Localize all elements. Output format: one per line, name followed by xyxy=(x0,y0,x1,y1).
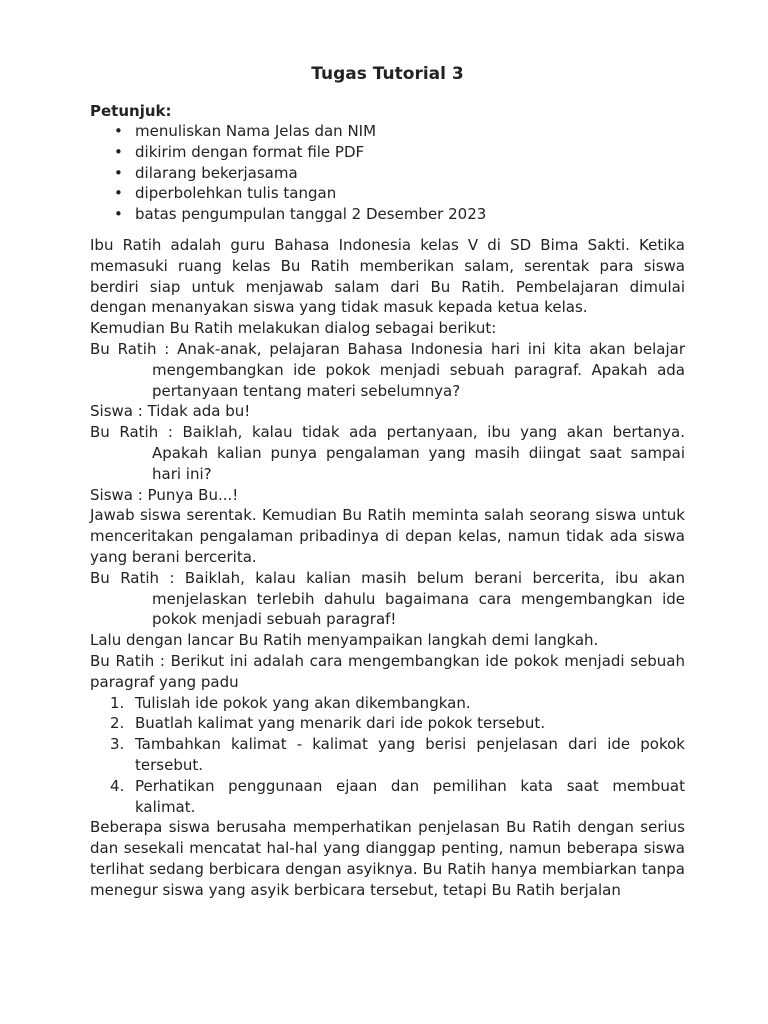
document-page xyxy=(90,62,685,900)
instruction-item: • diperbolehkan tulis tangan xyxy=(90,183,685,204)
story-paragraph: Ibu Ratih adalah guru Bahasa Indonesia kelas V di SD Bima Sakti. Ketika memasuki ruang kelas Bu Ratih memberikan salam, serentak para siswa berdiri siap untuk menjawab salam dari Bu Ratih. Pembelajaran dimulai dengan menanyakan siswa yang tidak masuk kepada ketua kelas. xyxy=(90,235,685,317)
dialog-line: Bu Ratih : Baiklah, kalau kalian masih belum berani bercerita, ibu akan menjelaskan terlebih dahulu bagaimana cara mengembangkan ide pokok menjadi sebuah paragraf! xyxy=(90,568,685,629)
step-text: Buatlah kalimat yang menarik dari ide pokok tersebut. xyxy=(135,714,546,733)
step-item xyxy=(90,693,685,714)
step-text: Tambahkan kalimat - kalimat yang berisi penjelasan dari ide pokok tersebut. xyxy=(135,735,685,774)
dialog-line: Siswa : Tidak ada bu! xyxy=(90,402,251,421)
step-number: 4. xyxy=(110,776,125,795)
step-text: Tulislah ide pokok yang akan dikembangkan. xyxy=(135,693,471,712)
step-number: 3. xyxy=(110,735,125,754)
step-item xyxy=(90,713,685,734)
page-title: Tugas Tutorial 3 xyxy=(311,64,464,84)
instruction-item: • dikirim dengan format file PDF xyxy=(90,142,685,163)
steps-list xyxy=(90,693,685,818)
step-item xyxy=(90,776,685,818)
instructions-list xyxy=(90,121,685,225)
story-paragraph: Bu Ratih : Berikut ini adalah cara mengembangkan ide pokok menjadi sebuah paragraf yang padu xyxy=(90,651,685,691)
step-text: Perhatikan penggunaan ejaan dan pemilihan kata saat membuat kalimat. xyxy=(135,776,685,816)
step-number: 2. xyxy=(110,714,125,733)
story-paragraph: Beberapa siswa berusaha memperhatikan penjelasan Bu Ratih dengan serius dan sesekali mencatat hal-hal yang dianggap penting, namun beberapa siswa terlihat sedang berbicara dengan asyiknya. Bu Ratih hanya membiarkan tanpa menegur siswa yang asyik berbicara tersebut, tetapi Bu Ratih berjalan xyxy=(90,818,685,899)
instruction-item: • menuliskan Nama Jelas dan NIM xyxy=(90,121,685,142)
instruction-item: • dilarang bekerjasama xyxy=(90,163,685,184)
instructions-heading: Petunjuk: xyxy=(90,102,172,120)
dialog-line: Siswa : Punya Bu...! xyxy=(90,485,239,504)
step-item xyxy=(90,734,685,776)
story-paragraph: Lalu dengan lancar Bu Ratih menyampaikan langkah demi langkah. xyxy=(90,631,599,650)
instruction-item: • batas pengumpulan tanggal 2 Desember 2023 xyxy=(90,204,685,225)
dialog-line: Bu Ratih : Baiklah, kalau tidak ada pertanyaan, ibu yang akan bertanya. Apakah kalian punya pengalaman yang masih diingat saat sampai hari ini? xyxy=(90,423,685,483)
dialog-line: Bu Ratih : Anak-anak, pelajaran Bahasa Indonesia hari ini kita akan belajar mengembangkan ide pokok menjadi sebuah paragraf. Apakah ada pertanyaan tentang materi sebelumnya? xyxy=(90,339,685,400)
story-paragraph: Jawab siswa serentak. Kemudian Bu Ratih meminta salah seorang siswa untuk menceritakan pengalaman pribadinya di depan kelas, namun tidak ada siswa yang berani bercerita. xyxy=(90,506,685,566)
step-number: 1. xyxy=(110,693,125,712)
story-paragraph: Kemudian Bu Ratih melakukan dialog sebagai berikut: xyxy=(90,319,497,338)
